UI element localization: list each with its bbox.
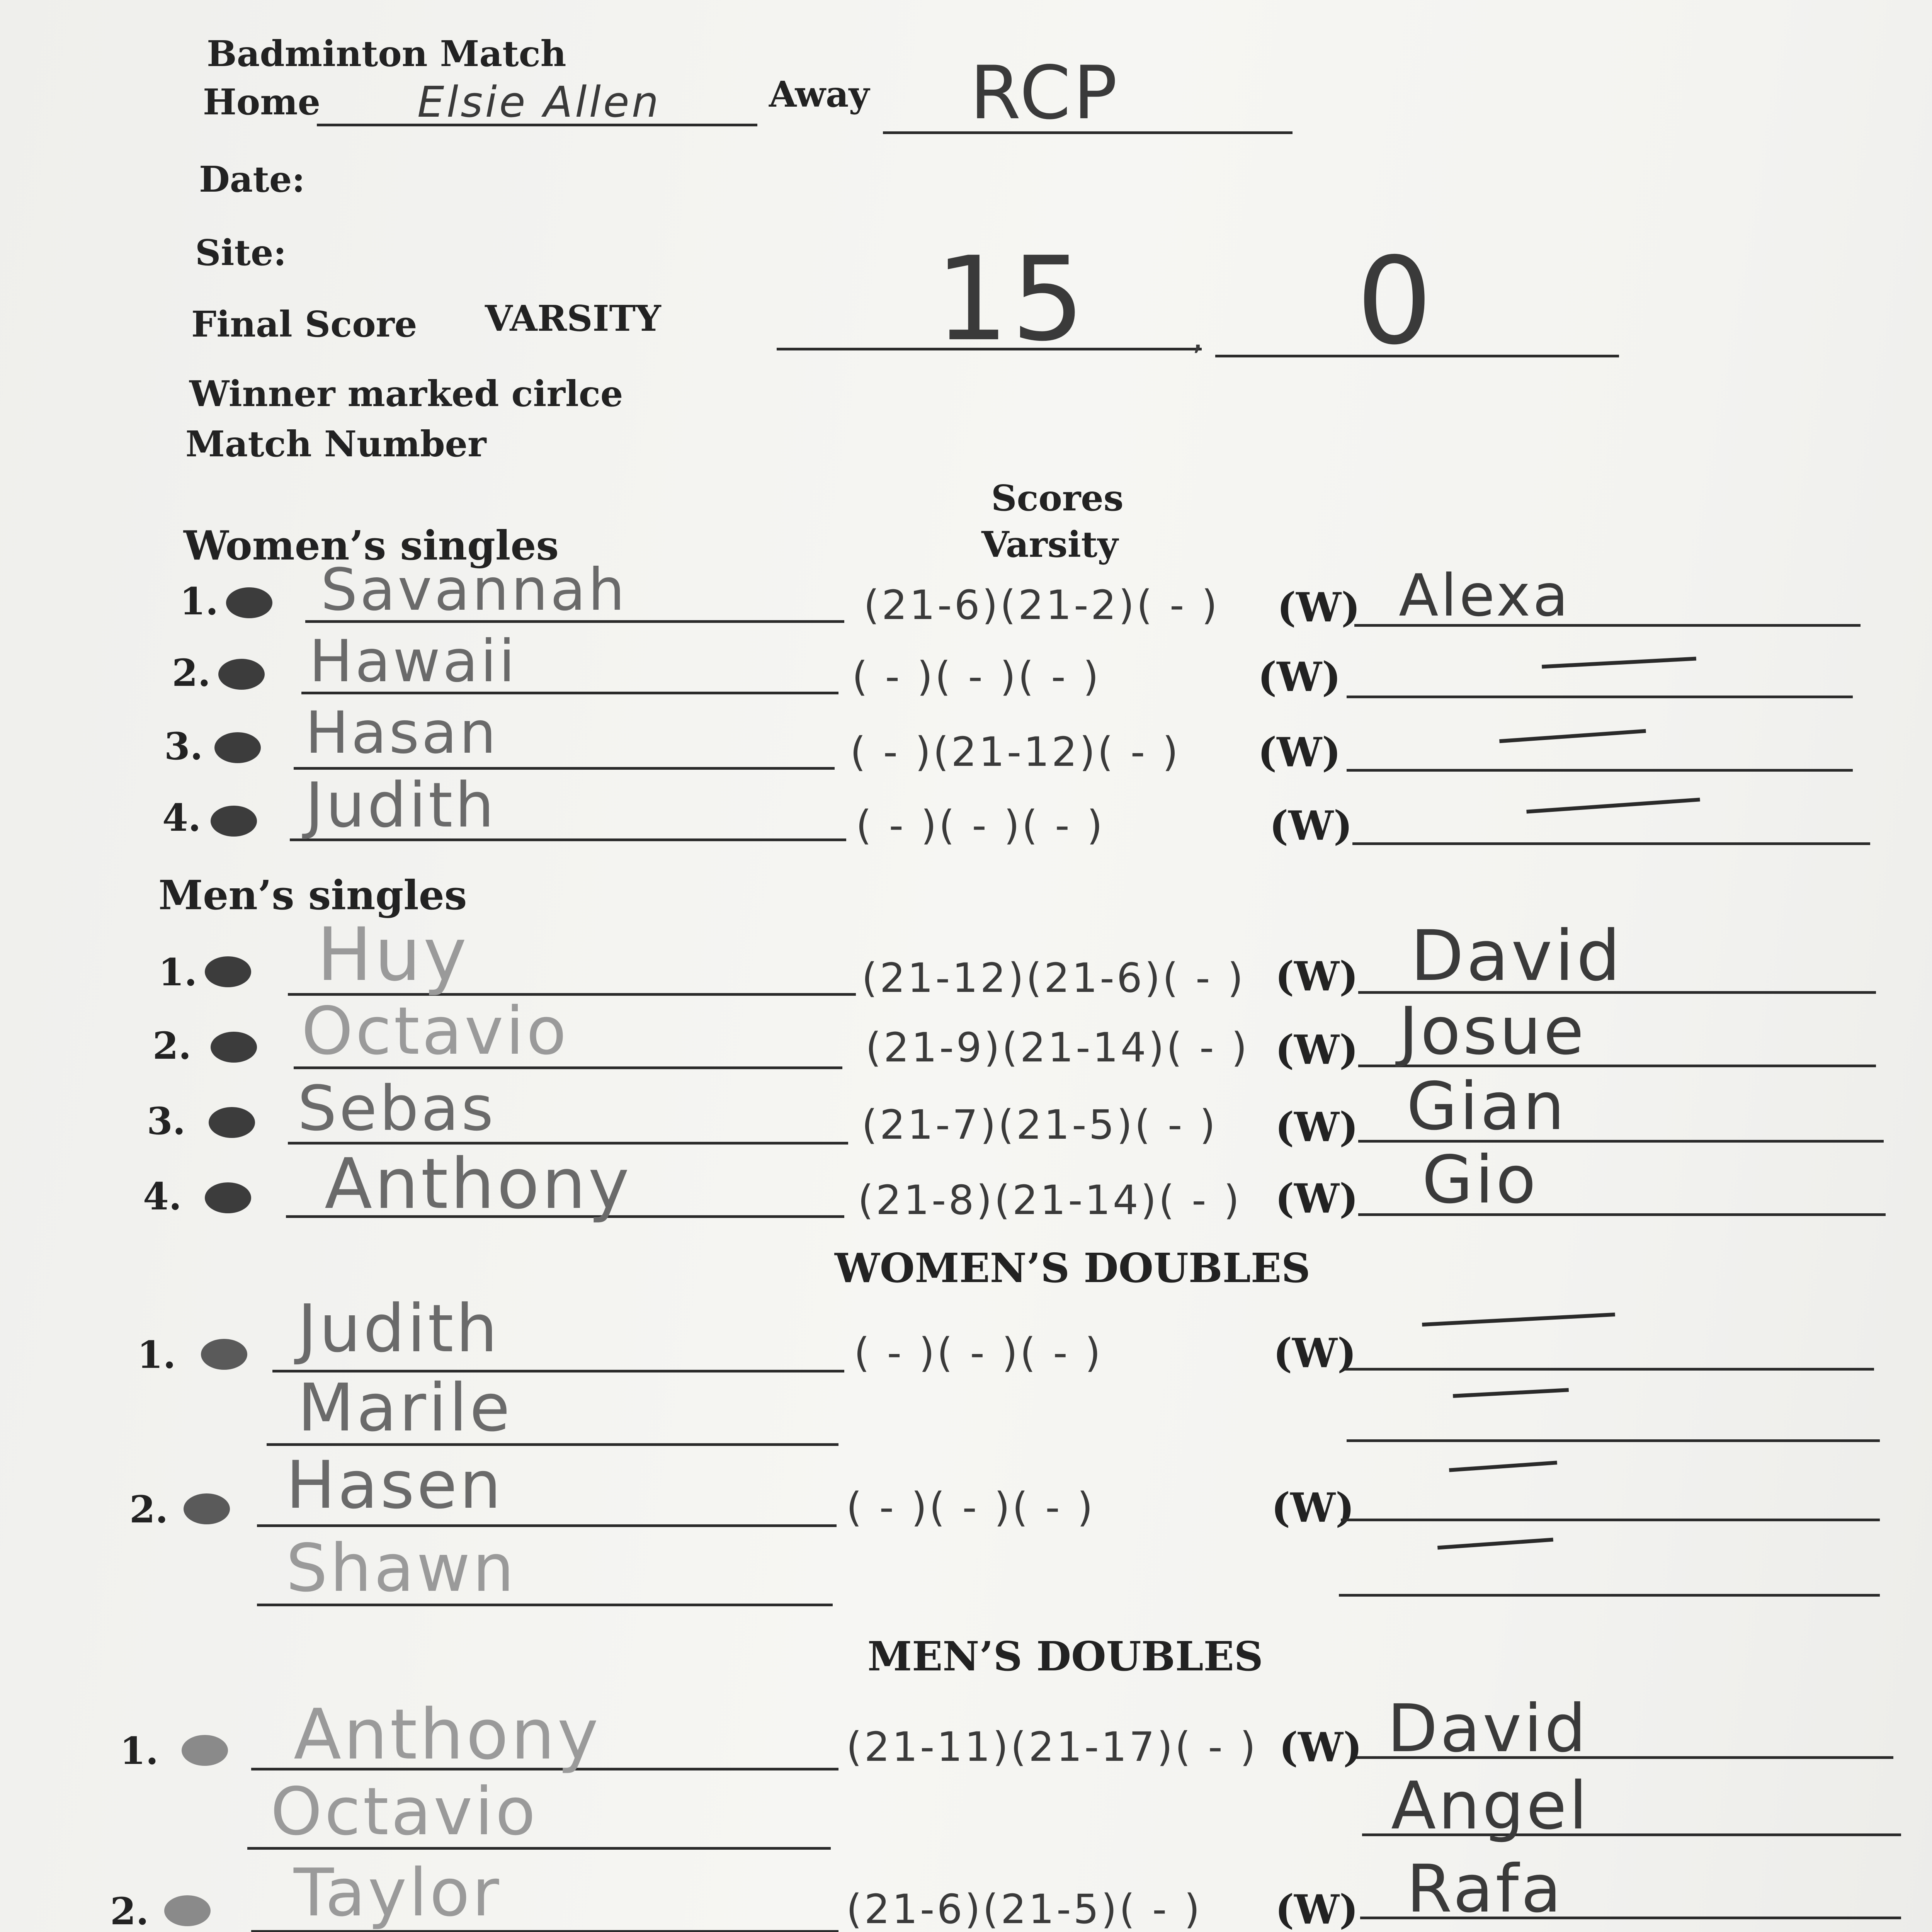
away-partner-line bbox=[1347, 1439, 1880, 1442]
winner-marker: (W) bbox=[1271, 1484, 1355, 1531]
final-score-label: Final Score bbox=[191, 303, 417, 345]
set-scores: ( - )( - )( - ) bbox=[852, 653, 1101, 700]
winner-marker: (W) bbox=[1269, 802, 1353, 849]
home-player-line bbox=[257, 1524, 837, 1527]
away-strike-line bbox=[1437, 1538, 1553, 1550]
away-team-name: RCP bbox=[970, 50, 1120, 136]
winner-marker: (W) bbox=[1258, 653, 1341, 701]
winner-marker: (W) bbox=[1275, 952, 1359, 1000]
winner-circle-mark bbox=[205, 956, 251, 987]
row-number: 2. bbox=[172, 651, 211, 695]
scores-subheading: Varsity bbox=[981, 524, 1118, 565]
away-player: David bbox=[1410, 916, 1623, 997]
winner-note: Winner marked cirlce bbox=[189, 373, 623, 415]
winner-circle-mark bbox=[211, 806, 257, 837]
home-score-line bbox=[777, 348, 1202, 350]
set-scores: (21-11)(21-17)( - ) bbox=[846, 1723, 1258, 1770]
home-final-score: 15 bbox=[935, 232, 1087, 367]
home-player-2: Shawn bbox=[286, 1530, 517, 1607]
home-player: Hasan bbox=[305, 699, 498, 767]
home-player: Judith bbox=[305, 769, 497, 841]
home-label: Home bbox=[203, 81, 321, 123]
set-scores: (21-8)(21-14)( - ) bbox=[858, 1177, 1242, 1224]
scores-heading: Scores bbox=[991, 477, 1124, 519]
row-number: 1. bbox=[137, 1333, 176, 1377]
row-number: 1. bbox=[120, 1729, 159, 1773]
home-player-2: Octavio bbox=[270, 1774, 538, 1850]
home-player-2: Marile bbox=[298, 1370, 512, 1446]
row-number: 4. bbox=[143, 1175, 182, 1218]
winner-circle-mark bbox=[218, 659, 265, 690]
match-title: Badminton Match bbox=[207, 33, 566, 75]
away-player-line bbox=[1347, 696, 1853, 698]
set-scores: ( - )( - )( - ) bbox=[846, 1484, 1095, 1531]
set-scores: (21-9)(21-14)( - ) bbox=[866, 1024, 1250, 1071]
away-player: Josue bbox=[1399, 993, 1587, 1070]
score-separator: , bbox=[1192, 317, 1206, 357]
row-number: 1. bbox=[180, 580, 219, 623]
away-player-1: David bbox=[1387, 1690, 1588, 1767]
home-player-1: Judith bbox=[298, 1291, 500, 1367]
away-player-1: Rafa bbox=[1406, 1851, 1564, 1927]
set-scores: ( - )( - )( - ) bbox=[856, 802, 1105, 849]
row-number: 3. bbox=[164, 724, 203, 768]
row-number: 2. bbox=[153, 1024, 192, 1068]
away-player-line bbox=[1341, 1519, 1880, 1521]
winner-circle-mark bbox=[164, 1895, 211, 1926]
winner-circle-mark bbox=[211, 1032, 257, 1063]
winner-marker: (W) bbox=[1275, 1175, 1359, 1222]
section-womens-singles: Women’s singles bbox=[184, 522, 559, 569]
away-strike-line bbox=[1542, 657, 1696, 669]
away-partner-line bbox=[1339, 1594, 1880, 1597]
winner-marker: (W) bbox=[1275, 1103, 1359, 1151]
away-strike-line bbox=[1453, 1388, 1569, 1398]
home-player-1: Hasen bbox=[286, 1447, 503, 1524]
away-player-line bbox=[1347, 769, 1853, 772]
home-player: Hawaii bbox=[309, 628, 517, 695]
away-label: Away bbox=[769, 73, 869, 115]
winner-circle-mark bbox=[201, 1339, 247, 1370]
section-mens-doubles: MEN’S DOUBLES bbox=[867, 1633, 1263, 1680]
match-number-label: Match Number bbox=[185, 423, 486, 465]
winner-marker: (W) bbox=[1258, 728, 1341, 776]
away-player: Alexa bbox=[1399, 562, 1571, 629]
home-player: Sebas bbox=[298, 1072, 496, 1145]
away-player-line bbox=[1352, 842, 1870, 845]
site-label: Site: bbox=[195, 232, 287, 274]
away-final-score: 0 bbox=[1356, 232, 1435, 371]
away-strike-line bbox=[1449, 1461, 1557, 1472]
home-player: Huy bbox=[317, 912, 469, 997]
row-number: 2. bbox=[110, 1889, 149, 1932]
winner-circle-mark bbox=[209, 1107, 255, 1138]
winner-marker: (W) bbox=[1273, 1329, 1357, 1377]
home-player-1: Anthony bbox=[294, 1694, 601, 1775]
winner-marker: (W) bbox=[1275, 1026, 1359, 1073]
winner-circle-mark bbox=[182, 1735, 228, 1766]
home-player-1: Taylor bbox=[294, 1855, 502, 1931]
date-label: Date: bbox=[199, 158, 305, 200]
away-strike-line bbox=[1526, 798, 1700, 813]
row-number: 4. bbox=[162, 796, 201, 840]
varsity-label: VARSITY bbox=[485, 298, 661, 339]
row-number: 3. bbox=[147, 1099, 186, 1143]
winner-marker: (W) bbox=[1275, 1886, 1359, 1932]
home-team-name: Elsie Allen bbox=[417, 77, 661, 127]
set-scores: ( - )(21-12)( - ) bbox=[850, 728, 1180, 776]
row-number: 1. bbox=[158, 951, 197, 994]
row-number: 2. bbox=[129, 1488, 168, 1531]
away-strike-line bbox=[1422, 1313, 1615, 1327]
away-player: Gio bbox=[1422, 1142, 1538, 1218]
set-scores: (21-12)(21-6)( - ) bbox=[862, 954, 1246, 1002]
section-mens-singles: Men’s singles bbox=[158, 871, 467, 919]
winner-circle-mark bbox=[214, 732, 261, 763]
set-scores: (21-7)(21-5)( - ) bbox=[862, 1101, 1218, 1148]
set-scores: ( - )( - )( - ) bbox=[854, 1329, 1103, 1376]
winner-circle-mark bbox=[184, 1493, 230, 1524]
set-scores: (21-6)(21-5)( - ) bbox=[846, 1886, 1202, 1932]
home-player: Anthony bbox=[325, 1144, 632, 1225]
away-player: Gian bbox=[1406, 1068, 1567, 1145]
away-player-2: Angel bbox=[1391, 1768, 1590, 1844]
set-scores: (21-6)(21-2)( - ) bbox=[864, 582, 1220, 629]
winner-circle-mark bbox=[226, 587, 272, 618]
winner-circle-mark bbox=[205, 1182, 251, 1213]
home-player: Savannah bbox=[321, 556, 627, 624]
away-strike-line bbox=[1499, 729, 1646, 743]
section-womens-doubles: WOMEN’S DOUBLES bbox=[835, 1244, 1311, 1292]
winner-marker: (W) bbox=[1279, 1723, 1362, 1771]
away-player-line bbox=[1345, 1368, 1874, 1371]
home-player: Octavio bbox=[301, 993, 569, 1070]
winner-marker: (W) bbox=[1277, 583, 1361, 631]
